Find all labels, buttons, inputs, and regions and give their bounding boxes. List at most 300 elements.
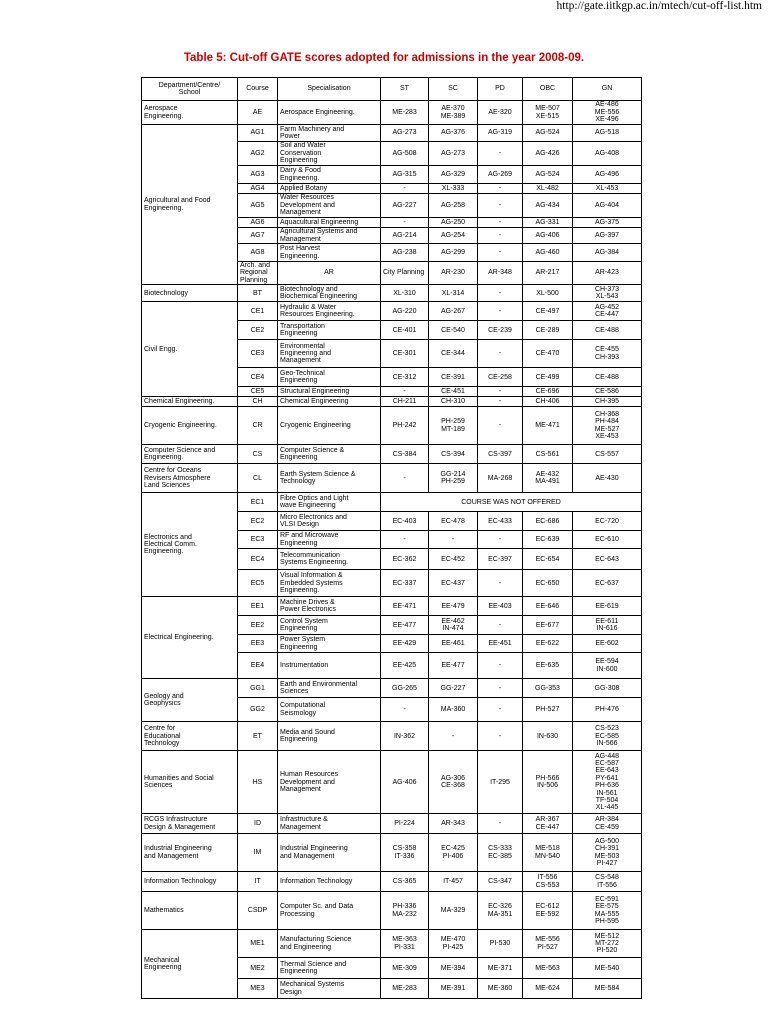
course-cell: CE2 — [238, 321, 278, 340]
header-course: Course — [238, 78, 278, 101]
specialisation-cell: Thermal Science and Engineering — [278, 958, 381, 979]
pd-score-cell: - — [478, 228, 523, 244]
table-title: Table 5: Cut-off GATE scores adopted for admissions in the year 2008-09. — [183, 52, 585, 64]
st-score-cell: CS-365 — [381, 872, 429, 892]
obc-score-cell: CE-696 — [523, 387, 573, 397]
course-cell: CSDP — [238, 892, 278, 930]
st-score-cell: CS-384 — [381, 445, 429, 464]
sc-score-cell: - — [429, 722, 478, 751]
pd-score-cell: - — [478, 407, 523, 445]
gn-score-cell: CE-488 — [573, 368, 642, 387]
sc-score-cell: AG-329 — [429, 166, 478, 184]
sc-score-cell: AG-258 — [429, 194, 478, 218]
pd-score-cell: CS-333 EC-385 — [478, 834, 523, 872]
sc-score-cell: AG-299 — [429, 244, 478, 262]
specialisation-cell: Computer Sc. and Data Processing — [278, 892, 381, 930]
sc-score-cell: CS-394 — [429, 445, 478, 464]
header-specialisation: Specialisation — [278, 78, 381, 101]
specialisation-cell: Mechanical Systems Design — [278, 979, 381, 999]
st-score-cell: EE-425 — [381, 653, 429, 679]
obc-score-cell: CE-499 — [523, 368, 573, 387]
obc-score-cell: AR-367 CE-447 — [523, 814, 573, 834]
specialisation-cell: Water Resources Development and Management — [278, 194, 381, 218]
obc-score-cell: ME-624 — [523, 979, 573, 999]
specialisation-cell: Computational Seismology — [278, 698, 381, 722]
page-url: http://gate.iitkgp.ac.in/mtech/cut-off-list.htm — [556, 0, 762, 12]
specialisation-cell: Agricultural Systems and Management — [278, 228, 381, 244]
sc-score-cell: ME-394 — [429, 958, 478, 979]
st-score-cell: CH-211 — [381, 397, 429, 407]
department-cell: Chemical Engineering. — [142, 397, 238, 407]
header-gn: GN — [573, 78, 642, 101]
gn-score-cell: CH-373 XL-543 — [573, 285, 642, 302]
st-score-cell: AR-230 — [429, 262, 478, 285]
department-cell: Civil Engg. — [142, 302, 238, 397]
sc-score-cell: GG-214 PH-259 — [429, 464, 478, 493]
table-row — [142, 407, 642, 445]
specialisation-cell: Aerospace Engineering. — [278, 101, 381, 125]
st-score-cell: GG-265 — [381, 679, 429, 698]
pd-score-cell: - — [478, 387, 523, 397]
obc-score-cell: AR-423 — [573, 262, 642, 285]
sc-score-cell: EC-437 — [429, 570, 478, 597]
specialisation-cell: City Planning — [381, 262, 429, 285]
specialisation-cell: Industrial Engineering and Management — [278, 834, 381, 872]
course-cell: ME2 — [238, 958, 278, 979]
pd-score-cell: EC-397 — [478, 549, 523, 570]
table-row — [142, 493, 642, 512]
specialisation-cell: Visual Information & Embedded Systems Engineering. — [278, 570, 381, 597]
st-score-cell: CE-312 — [381, 368, 429, 387]
course-cell: CS — [238, 445, 278, 464]
specialisation-cell: Cryogenic Engineering — [278, 407, 381, 445]
sc-score-cell: AG-273 — [429, 142, 478, 166]
specialisation-cell: Earth and Environmental Sciences — [278, 679, 381, 698]
gn-score-cell: AE-430 — [573, 464, 642, 493]
st-score-cell: AG-315 — [381, 166, 429, 184]
st-score-cell: EC-337 — [381, 570, 429, 597]
cutoff-table — [141, 77, 642, 999]
table-row — [142, 464, 642, 493]
table-row — [142, 892, 642, 930]
gn-score-cell: AG-448 EC-587 EE-643 PY-641 PH-636 IN-561 TF-504 XL-445 — [573, 751, 642, 814]
pd-score-cell: - — [478, 397, 523, 407]
course-cell: HS — [238, 751, 278, 814]
gn-score-cell: AG-408 — [573, 142, 642, 166]
st-score-cell: - — [381, 218, 429, 228]
sc-score-cell: AE-370 ME-389 — [429, 101, 478, 125]
obc-score-cell: EC-612 EE-592 — [523, 892, 573, 930]
course-cell: CR — [238, 407, 278, 445]
pd-score-cell: - — [478, 679, 523, 698]
obc-score-cell: AG-460 — [523, 244, 573, 262]
sc-score-cell: - — [429, 531, 478, 549]
obc-score-cell: EC-650 — [523, 570, 573, 597]
obc-score-cell: ME-507 XE-515 — [523, 101, 573, 125]
specialisation-cell: Manufacturing Science and Engineering — [278, 930, 381, 958]
specialisation-cell: Telecommunication Systems Engineering. — [278, 549, 381, 570]
pd-score-cell: CE-258 — [478, 368, 523, 387]
pd-score-cell: EE-451 — [478, 635, 523, 653]
st-score-cell: - — [381, 387, 429, 397]
obc-score-cell: EE-677 — [523, 616, 573, 635]
pd-score-cell: AG-269 — [478, 166, 523, 184]
department-cell: Industrial Engineering and Management — [142, 834, 238, 872]
st-score-cell: PH-242 — [381, 407, 429, 445]
gn-score-cell: ME-512 MT-272 PI-520 — [573, 930, 642, 958]
pd-score-cell: EE-403 — [478, 597, 523, 616]
specialisation-cell: Hydraulic & Water Resources Engineering. — [278, 302, 381, 321]
obc-score-cell: AG-524 — [523, 166, 573, 184]
department-cell: Humanities and Social Sciences — [142, 751, 238, 814]
st-score-cell: AG-273 — [381, 125, 429, 142]
specialisation-cell: Aquacultural Engineering — [278, 218, 381, 228]
specialisation-cell: Control System Engineering — [278, 616, 381, 635]
obc-score-cell: CE-289 — [523, 321, 573, 340]
department-cell: Geology and Geophysics — [142, 679, 238, 722]
pd-score-cell: - — [478, 570, 523, 597]
course-cell: GG1 — [238, 679, 278, 698]
specialisation-cell: Micro Electronics and VLSI Design — [278, 512, 381, 531]
course-cell: AG3 — [238, 166, 278, 184]
sc-score-cell: EE-477 — [429, 653, 478, 679]
specialisation-cell: Post Harvest Engineering. — [278, 244, 381, 262]
specialisation-cell: Instrumentation — [278, 653, 381, 679]
course-cell: BT — [238, 285, 278, 302]
department-cell: Information Technology — [142, 872, 238, 892]
table-row — [142, 445, 642, 464]
pd-score-cell: - — [478, 340, 523, 368]
pd-score-cell: AE-320 — [478, 101, 523, 125]
gn-score-cell: CE-488 — [573, 321, 642, 340]
course-cell: AR — [278, 262, 381, 285]
table-row — [142, 814, 642, 834]
obc-score-cell: IT-556 CS-553 — [523, 872, 573, 892]
gn-score-cell: AG-375 — [573, 218, 642, 228]
st-score-cell: ME-283 — [381, 101, 429, 125]
table-row — [142, 930, 642, 958]
specialisation-cell: Infrastructure & Management — [278, 814, 381, 834]
sc-score-cell: MA-329 — [429, 892, 478, 930]
st-score-cell: AG-508 — [381, 142, 429, 166]
specialisation-cell: Power System Engineering — [278, 635, 381, 653]
obc-score-cell: ME-471 — [523, 407, 573, 445]
sc-score-cell: CE-344 — [429, 340, 478, 368]
specialisation-cell: Environmental Engineering and Management — [278, 340, 381, 368]
gn-score-cell: EC-591 EE-575 MA-555 PH-595 — [573, 892, 642, 930]
obc-score-cell: ME-556 PI-527 — [523, 930, 573, 958]
gn-score-cell: XL-453 — [573, 184, 642, 194]
course-cell: EE3 — [238, 635, 278, 653]
department-cell: RCGS Infrastructure Design & Management — [142, 814, 238, 834]
department-cell: Mathematics — [142, 892, 238, 930]
obc-score-cell: AG-406 — [523, 228, 573, 244]
obc-score-cell: AG-426 — [523, 142, 573, 166]
department-cell: Cryogenic Engineering. — [142, 407, 238, 445]
pd-score-cell: EC-433 — [478, 512, 523, 531]
department-cell: Mechanical Engineering — [142, 930, 238, 999]
course-cell: EC2 — [238, 512, 278, 531]
header-st: ST — [381, 78, 429, 101]
header-sc: SC — [429, 78, 478, 101]
sc-score-cell: ME-470 PI-425 — [429, 930, 478, 958]
pd-score-cell: - — [478, 616, 523, 635]
sc-score-cell: AG-250 — [429, 218, 478, 228]
specialisation-cell: Media and Sound Engineering — [278, 722, 381, 751]
st-score-cell: AG-406 — [381, 751, 429, 814]
table-row — [142, 679, 642, 698]
pd-score-cell: - — [478, 653, 523, 679]
st-score-cell: EE-429 — [381, 635, 429, 653]
obc-score-cell: CE-497 — [523, 302, 573, 321]
st-score-cell: CS-358 IT-336 — [381, 834, 429, 872]
st-score-cell: EE-477 — [381, 616, 429, 635]
pd-score-cell: - — [478, 814, 523, 834]
sc-score-cell: AG-376 — [429, 125, 478, 142]
st-score-cell: ME-283 — [381, 979, 429, 999]
department-cell: Electronics and Electrical Comm. Engineering. — [142, 493, 238, 597]
obc-score-cell: EE-646 — [523, 597, 573, 616]
sc-score-cell: PH-259 MT-189 — [429, 407, 478, 445]
gn-score-cell: AG-518 — [573, 125, 642, 142]
course-cell: EE1 — [238, 597, 278, 616]
st-score-cell: ME-363 PI-331 — [381, 930, 429, 958]
header-obc: OBC — [523, 78, 573, 101]
obc-score-cell: CE-470 — [523, 340, 573, 368]
specialisation-cell: Computer Science & Engineering — [278, 445, 381, 464]
specialisation-cell: Geo-Technical Engineering — [278, 368, 381, 387]
table-row — [142, 125, 642, 142]
st-score-cell: IN-362 — [381, 722, 429, 751]
st-score-cell: AG-214 — [381, 228, 429, 244]
course-cell: AG4 — [238, 184, 278, 194]
specialisation-cell: Biotechnology and Biochemical Engineering — [278, 285, 381, 302]
not-offered-cell: COURSE WAS NOT OFFERED — [381, 493, 642, 512]
department-cell: Centre for Oceans Revisers Atmosphere Land Sciences — [142, 464, 238, 493]
course-cell: CE3 — [238, 340, 278, 368]
st-score-cell: - — [381, 184, 429, 194]
sc-score-cell: EE-462 IN-474 — [429, 616, 478, 635]
st-score-cell: - — [381, 531, 429, 549]
st-score-cell: CE-401 — [381, 321, 429, 340]
course-cell: CE5 — [238, 387, 278, 397]
table-row — [142, 285, 642, 302]
pd-score-cell: AR-217 — [523, 262, 573, 285]
course-cell: CE4 — [238, 368, 278, 387]
department-cell: Arch. and Regional Planning — [238, 262, 278, 285]
table-body — [142, 101, 642, 999]
department-cell: Agricultural and Food Engineering. — [142, 125, 238, 285]
obc-score-cell: GG-353 — [523, 679, 573, 698]
gn-score-cell: EE-602 — [573, 635, 642, 653]
gn-score-cell: GG-308 — [573, 679, 642, 698]
pd-score-cell: MA-268 — [478, 464, 523, 493]
obc-score-cell: CS-561 — [523, 445, 573, 464]
obc-score-cell: PH-527 — [523, 698, 573, 722]
st-score-cell: PH-336 MA-232 — [381, 892, 429, 930]
st-score-cell: AG-220 — [381, 302, 429, 321]
st-score-cell: XL-310 — [381, 285, 429, 302]
course-cell: IM — [238, 834, 278, 872]
gn-score-cell: ME-540 — [573, 958, 642, 979]
pd-score-cell: CE-239 — [478, 321, 523, 340]
gn-score-cell: CH-395 — [573, 397, 642, 407]
st-score-cell: PI-224 — [381, 814, 429, 834]
course-cell: CL — [238, 464, 278, 493]
gn-score-cell: AG-404 — [573, 194, 642, 218]
course-cell: CE1 — [238, 302, 278, 321]
sc-score-cell: GG-227 — [429, 679, 478, 698]
gn-score-cell: EE-594 IN-600 — [573, 653, 642, 679]
header-department: Department/Centre/ School — [142, 78, 238, 101]
course-cell: GG2 — [238, 698, 278, 722]
header-row — [142, 78, 642, 101]
gn-score-cell: EC-610 — [573, 531, 642, 549]
obc-score-cell: IN-630 — [523, 722, 573, 751]
course-cell: AG1 — [238, 125, 278, 142]
gn-score-cell: EE-611 IN-616 — [573, 616, 642, 635]
specialisation-cell: Human Resources Development and Management — [278, 751, 381, 814]
table-row — [142, 397, 642, 407]
specialisation-cell: Information Technology — [278, 872, 381, 892]
obc-score-cell: CH-406 — [523, 397, 573, 407]
sc-score-cell: CE-391 — [429, 368, 478, 387]
specialisation-cell: Dairy & Food Engineering. — [278, 166, 381, 184]
pd-score-cell: - — [478, 194, 523, 218]
sc-score-cell: CE-451 — [429, 387, 478, 397]
course-cell: AG7 — [238, 228, 278, 244]
obc-score-cell: PH-566 IN-506 — [523, 751, 573, 814]
sc-score-cell: EE-479 — [429, 597, 478, 616]
pd-score-cell: - — [478, 244, 523, 262]
table-row — [142, 751, 642, 814]
pd-score-cell: PI-530 — [478, 930, 523, 958]
sc-score-cell: AG-306 CE-368 — [429, 751, 478, 814]
obc-score-cell: XL-500 — [523, 285, 573, 302]
pd-score-cell: CS-347 — [478, 872, 523, 892]
gn-score-cell: EC-637 — [573, 570, 642, 597]
pd-score-cell: ME-371 — [478, 958, 523, 979]
st-score-cell: EC-403 — [381, 512, 429, 531]
sc-score-cell: EC-425 PI-406 — [429, 834, 478, 872]
gn-score-cell: CS-523 EC-585 IN-566 — [573, 722, 642, 751]
specialisation-cell: RF and Microwave Engineering — [278, 531, 381, 549]
department-cell: Aerospace Engineering. — [142, 101, 238, 125]
sc-score-cell: ME-391 — [429, 979, 478, 999]
pd-score-cell: EC-326 MA-351 — [478, 892, 523, 930]
obc-score-cell: EC-686 — [523, 512, 573, 531]
table-row — [142, 597, 642, 616]
gn-score-cell: AG-384 — [573, 244, 642, 262]
course-cell: EE2 — [238, 616, 278, 635]
gn-score-cell: EE-619 — [573, 597, 642, 616]
gn-score-cell: AG-452 CE-447 — [573, 302, 642, 321]
gn-score-cell: CS-548 IT-556 — [573, 872, 642, 892]
course-cell: IT — [238, 872, 278, 892]
st-score-cell: AG-238 — [381, 244, 429, 262]
department-cell: Electrical Engineering. — [142, 597, 238, 679]
pd-score-cell: - — [478, 302, 523, 321]
sc-score-cell: EE-461 — [429, 635, 478, 653]
specialisation-cell: Structural Engineering — [278, 387, 381, 397]
pd-score-cell: - — [478, 698, 523, 722]
gn-score-cell: AE-486 ME-556 XE-496 — [573, 101, 642, 125]
obc-score-cell: AG-331 — [523, 218, 573, 228]
course-cell: ME1 — [238, 930, 278, 958]
pd-score-cell: - — [478, 184, 523, 194]
st-score-cell: - — [381, 698, 429, 722]
sc-score-cell: XL-314 — [429, 285, 478, 302]
table-row — [142, 101, 642, 125]
table-row — [142, 872, 642, 892]
sc-score-cell: AR-348 — [478, 262, 523, 285]
sc-score-cell: AG-254 — [429, 228, 478, 244]
gn-score-cell: CS-557 — [573, 445, 642, 464]
gn-score-cell: AG-397 — [573, 228, 642, 244]
sc-score-cell: AG-267 — [429, 302, 478, 321]
obc-score-cell: AG-524 — [523, 125, 573, 142]
pd-score-cell: CS-397 — [478, 445, 523, 464]
obc-score-cell: EC-639 — [523, 531, 573, 549]
course-cell: ET — [238, 722, 278, 751]
department-cell: Biotechnology — [142, 285, 238, 302]
gn-score-cell: CE-586 — [573, 387, 642, 397]
specialisation-cell: Transportation Engineering — [278, 321, 381, 340]
gn-score-cell: ME-584 — [573, 979, 642, 999]
course-cell: AG6 — [238, 218, 278, 228]
table-row — [142, 722, 642, 751]
course-cell: CH — [238, 397, 278, 407]
sc-score-cell: EC-478 — [429, 512, 478, 531]
course-cell: AG2 — [238, 142, 278, 166]
specialisation-cell: Applied Botany — [278, 184, 381, 194]
gn-score-cell: AR-384 CE-459 — [573, 814, 642, 834]
course-cell: EC4 — [238, 549, 278, 570]
course-cell: ID — [238, 814, 278, 834]
gn-score-cell: CE-455 CH-393 — [573, 340, 642, 368]
gn-score-cell: EC-720 — [573, 512, 642, 531]
course-cell: ME3 — [238, 979, 278, 999]
department-cell: Computer Science and Engineering. — [142, 445, 238, 464]
pd-score-cell: AG-319 — [478, 125, 523, 142]
st-score-cell: AG-227 — [381, 194, 429, 218]
st-score-cell: EE-471 — [381, 597, 429, 616]
sc-score-cell: EC-452 — [429, 549, 478, 570]
pd-score-cell: - — [478, 285, 523, 302]
specialisation-cell: Earth System Science & Technology — [278, 464, 381, 493]
course-cell: AE — [238, 101, 278, 125]
obc-score-cell: AG-434 — [523, 194, 573, 218]
obc-score-cell: EE-635 — [523, 653, 573, 679]
specialisation-cell: Soil and Water Conservation Engineering — [278, 142, 381, 166]
sc-score-cell: CE-540 — [429, 321, 478, 340]
course-cell: AG5 — [238, 194, 278, 218]
pd-score-cell: - — [478, 142, 523, 166]
st-score-cell: CE-301 — [381, 340, 429, 368]
obc-score-cell: EE-622 — [523, 635, 573, 653]
specialisation-cell: Fibre Optics and Light wave Engineering — [278, 493, 381, 512]
table-row — [142, 302, 642, 321]
gn-score-cell: EC-643 — [573, 549, 642, 570]
pd-score-cell: IT-295 — [478, 751, 523, 814]
specialisation-cell: Chemical Engineering — [278, 397, 381, 407]
obc-score-cell: ME-518 MN-540 — [523, 834, 573, 872]
gn-score-cell: CH-368 PH-484 ME-527 XE-453 — [573, 407, 642, 445]
header-pd: PD — [478, 78, 523, 101]
st-score-cell: ME-309 — [381, 958, 429, 979]
st-score-cell: - — [381, 464, 429, 493]
sc-score-cell: CH-310 — [429, 397, 478, 407]
